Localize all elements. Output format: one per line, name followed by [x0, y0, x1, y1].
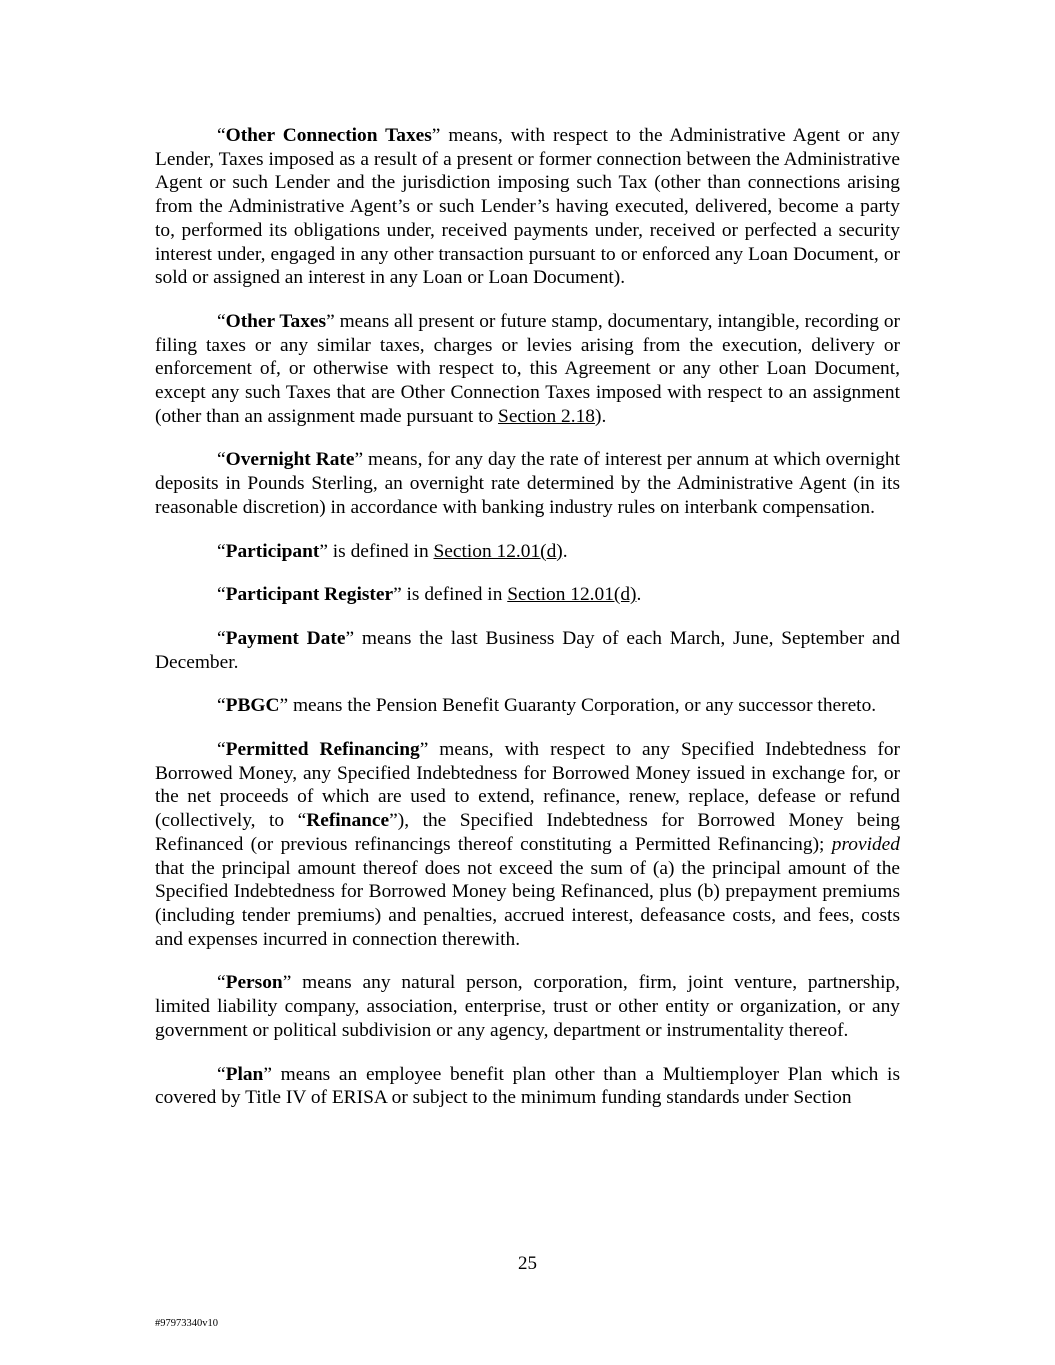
defined-term: Person	[225, 972, 283, 994]
definition-text: that the principal amount thereof does not exceed the sum of (a) the principal amount of the Specified Indebtedness for Borrowed Money being Refinanced, plus (b) prepayment premiums (including tender premiums) and penalties, accrued interest, defeasance costs, and fees, costs and expenses incurred in connection therewith.	[155, 857, 900, 950]
definition-other-taxes	[155, 310, 900, 429]
document-body	[155, 124, 900, 1130]
defined-term: Other Taxes	[225, 310, 327, 332]
definition-other-connection-taxes	[155, 124, 900, 290]
definition-tail: .	[562, 540, 568, 562]
section-reference[interactable]: Section 12.01(d)	[507, 584, 637, 606]
open-quote: “	[217, 584, 226, 606]
open-quote: “	[217, 972, 226, 994]
document-id: #97973340v10	[155, 1318, 218, 1329]
definition-text: ” means all present or future stamp, documentary, intangible, recording or filing taxes or any similar taxes, charges or levies arising from the execution, delivery or enforcement of, or otherwise with respect to, this Agreement or any other Loan Document, except any such Taxes that are Other Connection Taxes imposed with respect to an assignment (other than an assignment made pursuant to	[155, 310, 900, 427]
definition-text: ” is defined in	[393, 584, 508, 606]
definition-text: ” means any natural person, corporation, firm, joint venture, partnership, limited liability company, association, enterprise, trust or other entity or organization, or any government or political subdivision or any agency, department or instrumentality thereof.	[155, 972, 900, 1041]
definition-text: ” means the Pension Benefit Guaranty Corporation, or any successor thereto.	[279, 695, 877, 717]
definition-person	[155, 971, 900, 1042]
definition-text: ” means, for any day the rate of interest per annum at which overnight deposits in Pounds Sterling, an overnight rate determined by the Administrative Agent (in its reasonable discretion) in accordance with banking industry rules on interbank compensation.	[155, 449, 900, 518]
defined-term-refinance: Refinance	[306, 810, 390, 832]
open-quote: “	[217, 540, 226, 562]
defined-term: Plan	[225, 1063, 264, 1085]
definition-text: ” is defined in	[319, 540, 434, 562]
definition-pbgc	[155, 694, 900, 718]
definition-text: ”), the Specified Indebtedness for Borrowed Money being Refinanced (or previous refinancings thereof constituting a Permitted Refinancing);	[155, 810, 900, 855]
section-reference[interactable]: Section 2.18	[498, 405, 595, 427]
page-number: 25	[518, 1253, 537, 1274]
open-quote: “	[217, 449, 226, 471]
definition-plan	[155, 1063, 900, 1110]
defined-term: PBGC	[225, 695, 280, 717]
definition-text: ” means an employee benefit plan other than a Multiemployer Plan which is covered by Title IV of ERISA or subject to the minimum funding standards under Section	[155, 1063, 900, 1109]
defined-term: Payment Date	[225, 627, 346, 649]
open-quote: “	[217, 1063, 226, 1085]
definition-participant-register	[155, 583, 900, 607]
section-reference[interactable]: Section 12.01(d)	[433, 540, 563, 562]
open-quote: “	[217, 125, 226, 146]
definition-overnight-rate	[155, 448, 900, 519]
definition-text: ” means, with respect to the Administrative Agent or any Lender, Taxes imposed as a result of a present or former connection between the Administrative Agent or such Lender and the jurisdiction imposing such Tax (other than connections arising from the Administrative Agent’s or such Lender’s having executed, delivered, become a party to, performed its obligations under, received payments under, received or perfected a security interest under, engaged in any other transaction pursuant to or enforced any Loan Document, or sold or assigned an interest in any Loan or Loan Document).	[155, 125, 900, 289]
definition-payment-date	[155, 627, 900, 674]
definition-text: ” means, with respect to any Specified Indebtedness for Borrowed Money, any Specified Indebtedness for Borrowed Money issued in exchange for, or the net proceeds of which are used to extend, refinance, renew, replace, defease or refund (collectively, to “	[155, 739, 900, 832]
defined-term: Participant	[225, 540, 320, 562]
definition-participant	[155, 540, 900, 564]
defined-term: Overnight Rate	[225, 449, 355, 471]
open-quote: “	[217, 310, 226, 332]
open-quote: “	[217, 739, 226, 761]
definition-tail: ).	[594, 405, 607, 427]
definition-permitted-refinancing	[155, 738, 900, 951]
open-quote: “	[217, 627, 226, 649]
provided-italic: provided	[831, 833, 900, 855]
defined-term: Participant Register	[225, 584, 394, 606]
open-quote: “	[217, 695, 226, 717]
definition-tail: .	[636, 584, 642, 606]
defined-term: Permitted Refinancing	[225, 739, 420, 761]
definition-text: ” means the last Business Day of each March, June, September and December.	[155, 627, 900, 673]
defined-term: Other Connection Taxes	[225, 125, 432, 146]
